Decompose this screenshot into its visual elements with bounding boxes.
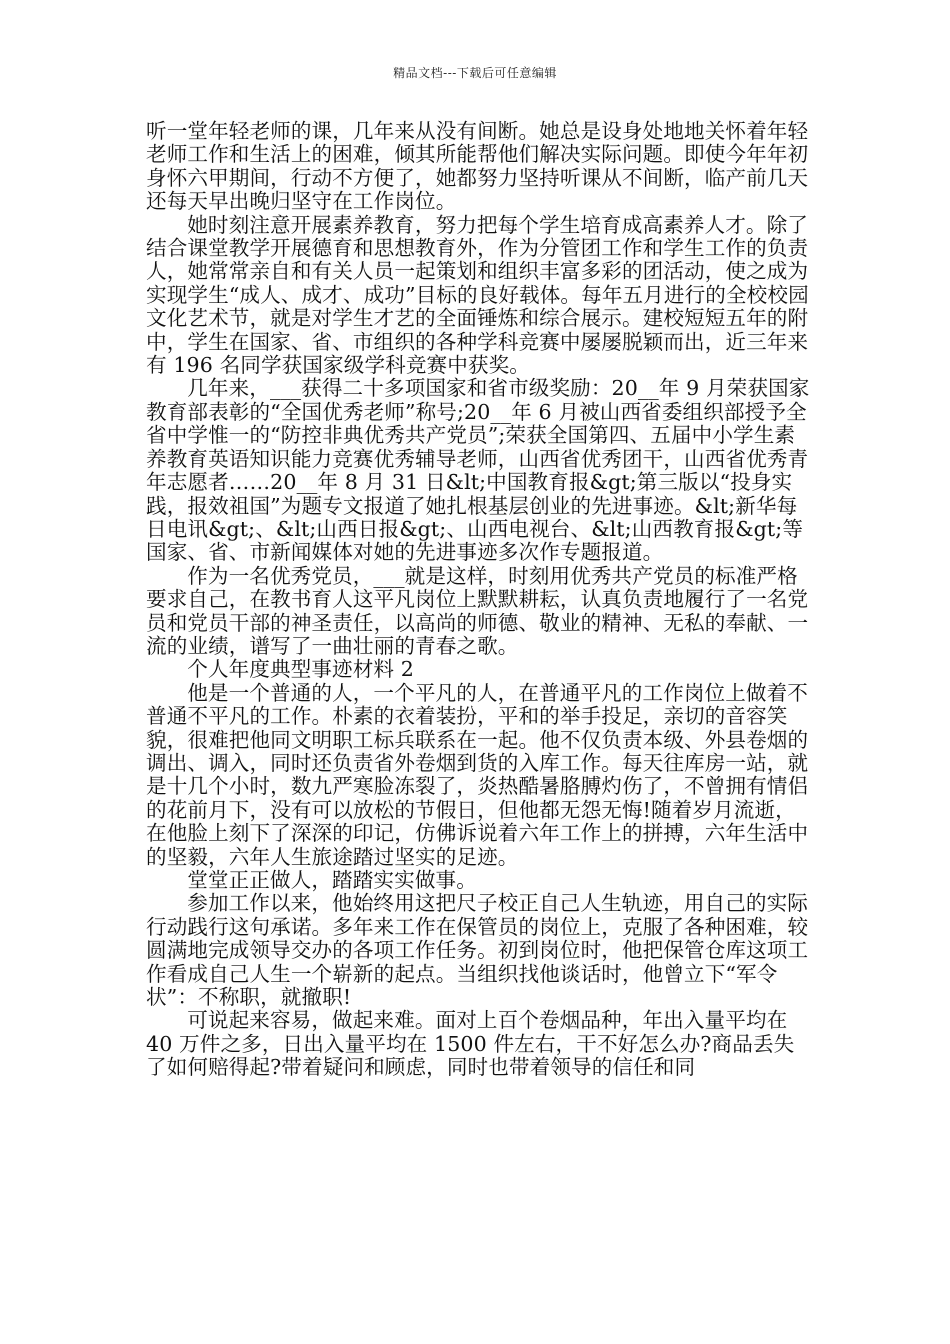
paragraph-8: 可说起来容易，做起来难。面对上百个卷烟品种，年出入量平均在 40 万件之多，日出入量平均在 1500 件左右，干不好怎么办?商品丢失了如何赔得起?带着疑问和顾虑，同时也带着领导的信任和同 — [146, 1008, 795, 1080]
paragraph-3: 几年来，___获得二十多项国家和省市级奖励：20__年 9 月荣获国家教育部表彰的“全国优秀老师”称号;20__年 6 月被山西省委组织部授予全省中学惟一的“防控非典优秀共产党员”;荣获全国第四、五届中小学生素养教育英语知识能力竞赛优秀辅导老师，山西省优秀团干，山西省优秀青年志愿者……20__年 8 月 31 日&lt;中国教育报&gt;第三版以“投身实践，报效祖国”为题专文报道了她扎根基层创业的先进事迹。&lt;新华每日电讯&gt;、&lt;山西日报&gt;、山西电视台、&lt;山西教育报&gt;等国家、省、市新闻媒体对她的先进事迹多次作专题报道。 — [146, 376, 810, 565]
paragraph-1: 听一堂年轻老师的课，几年来从没有间断。她总是设身处地地关怀着年轻老师工作和生活上的困难，倾其所能帮他们解决实际问题。即使今年年初身怀六甲期间，行动不方便了，她都努力坚持听课从不间断，临产前几天还每天早出晚归坚守在工作岗位。 — [146, 119, 809, 214]
paragraph-4: 作为一名优秀党员，___就是这样，时刻用优秀共产党员的标准严格要求自己，在教书育人这平凡岗位上默默耕耘，认真负责地履行了一名党员和党员干部的神圣责任，以高尚的师德、敬业的精神、无私的奉献、一流的业绩，谱写了一曲壮丽的青春之歌。 — [146, 563, 809, 658]
paragraph-7: 参加工作以来，他始终用这把尺子校正自己人生轨迹，用自己的实际行动践行这句承诺。多年来工作在保管员的岗位上，克服了各种困难，较圆满地完成领导交办的各项工作任务。初到岗位时，他把保管仓库这项工作看成自己人生一个崭新的起点。当组织找他谈话时，他曾立下“军令状”：不称职，就撤职! — [146, 891, 809, 1010]
paragraph-2: 她时刻注意开展素养教育，努力把每个学生培育成高素养人才。除了结合课堂教学开展德育和思想教育外，作为分管团工作和学生工作的负责人，她常常亲自和有关人员一起策划和组织丰富多彩的团活动，使之成为实现学生“成人、成才、成功”目标的良好载体。每年五月进行的全校校园文化艺术节，就是对学生才艺的全面锤炼和综合展示。建校短短五年的附中，学生在国家、省、市组织的各种学科竞赛中屡屡脱颖而出，近三年来有 196 名同学获国家级学科竞赛中获奖。 — [146, 212, 809, 378]
paragraph-6: 堂堂正正做人，踏踏实实做事。 — [187, 868, 477, 892]
section-heading-2: 个人年度典型事迹材料 2 — [187, 657, 414, 682]
document-body — [146, 120, 812, 1080]
paragraph-5: 他是一个普通的人，一个平凡的人，在普通平凡的工作岗位上做着不普通不平凡的工作。朴素的衣着装扮，平和的举手投足，亲切的音容笑貌，很难把他同文明职工标兵联系在一起。他不仅负责本级、外县卷烟的调出、调入，同时还负责省外卷烟到货的入库工作。每天往库房一站，就是十几个小时，数九严寒脸冻裂了，炎热酷暑胳膊灼伤了，不曾拥有情侣的花前月下，没有可以放松的节假日，但他都无怨无悔!随着岁月流逝，在他脸上刻下了深深的印记，仿佛诉说着六年工作上的拼搏，六年生活中的坚毅，六年人生旅途踏过坚实的足迹。 — [146, 680, 809, 869]
page-header: 精品文档---下载后可任意编辑 — [393, 66, 557, 80]
